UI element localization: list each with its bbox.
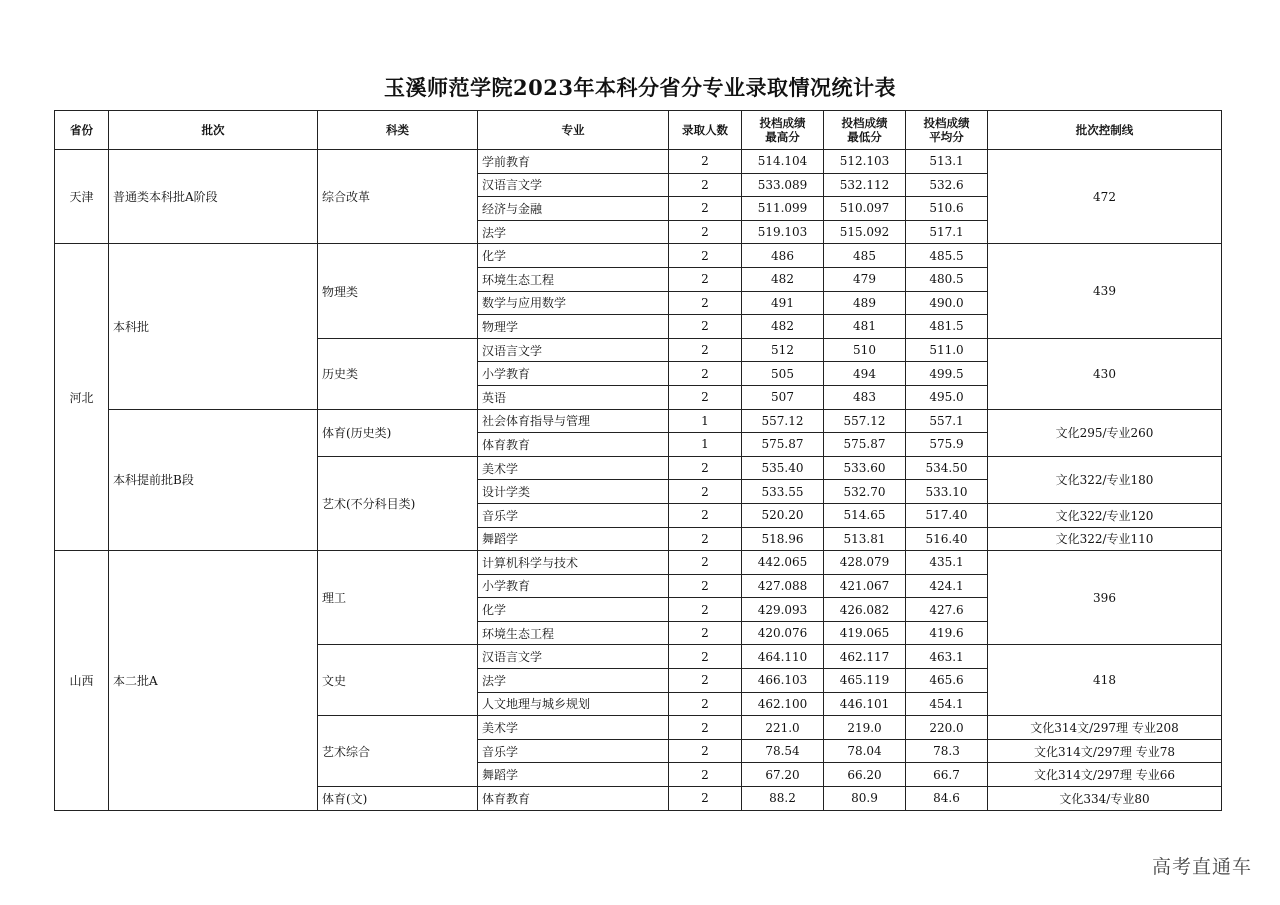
avg-score-cell: 463.1 bbox=[906, 645, 988, 669]
major-cell: 舞蹈学 bbox=[478, 527, 669, 551]
avg-score-cell: 220.0 bbox=[906, 716, 988, 740]
header-row bbox=[55, 111, 1222, 150]
count-cell: 2 bbox=[669, 291, 742, 315]
batch-cell: 本科提前批B段 bbox=[109, 409, 318, 551]
max-score-cell: 511.099 bbox=[742, 197, 824, 221]
major-cell: 物理学 bbox=[478, 315, 669, 339]
control-line-cell: 文化314文/297理 专业78 bbox=[988, 739, 1222, 763]
major-cell: 经济与金融 bbox=[478, 197, 669, 221]
max-score-cell: 429.093 bbox=[742, 598, 824, 622]
major-cell: 化学 bbox=[478, 244, 669, 268]
province-cell: 山西 bbox=[55, 551, 109, 811]
header-control-line: 批次控制线 bbox=[988, 111, 1222, 150]
min-score-cell: 557.12 bbox=[824, 409, 906, 433]
count-cell: 2 bbox=[669, 267, 742, 291]
count-cell: 2 bbox=[669, 621, 742, 645]
avg-score-cell: 480.5 bbox=[906, 267, 988, 291]
min-score-cell: 446.101 bbox=[824, 692, 906, 716]
count-cell: 1 bbox=[669, 433, 742, 457]
avg-score-cell: 419.6 bbox=[906, 621, 988, 645]
header-min-score: 投档成绩 最低分 bbox=[824, 111, 906, 150]
count-cell: 2 bbox=[669, 692, 742, 716]
category-cell: 体育(文) bbox=[318, 787, 478, 811]
header-count: 录取人数 bbox=[669, 111, 742, 150]
avg-score-cell: 454.1 bbox=[906, 692, 988, 716]
major-cell: 体育教育 bbox=[478, 787, 669, 811]
count-cell: 2 bbox=[669, 244, 742, 268]
min-score-cell: 483 bbox=[824, 385, 906, 409]
major-cell: 音乐学 bbox=[478, 739, 669, 763]
max-score-cell: 427.088 bbox=[742, 574, 824, 598]
min-score-cell: 426.082 bbox=[824, 598, 906, 622]
min-score-cell: 465.119 bbox=[824, 669, 906, 693]
max-score-cell: 88.2 bbox=[742, 787, 824, 811]
avg-score-cell: 481.5 bbox=[906, 315, 988, 339]
major-cell: 法学 bbox=[478, 220, 669, 244]
major-cell: 化学 bbox=[478, 598, 669, 622]
avg-score-cell: 557.1 bbox=[906, 409, 988, 433]
control-line-cell: 439 bbox=[988, 244, 1222, 338]
max-score-cell: 519.103 bbox=[742, 220, 824, 244]
max-score-cell: 514.104 bbox=[742, 150, 824, 174]
min-score-cell: 515.092 bbox=[824, 220, 906, 244]
major-cell: 汉语言文学 bbox=[478, 338, 669, 362]
min-score-cell: 532.70 bbox=[824, 480, 906, 504]
control-line-cell: 430 bbox=[988, 338, 1222, 409]
min-score-cell: 514.65 bbox=[824, 503, 906, 527]
category-cell: 艺术综合 bbox=[318, 716, 478, 787]
major-cell: 社会体育指导与管理 bbox=[478, 409, 669, 433]
count-cell: 2 bbox=[669, 456, 742, 480]
major-cell: 设计学类 bbox=[478, 480, 669, 504]
table-row bbox=[55, 409, 1222, 433]
max-score-cell: 462.100 bbox=[742, 692, 824, 716]
header-max-score: 投档成绩 最高分 bbox=[742, 111, 824, 150]
category-cell: 文史 bbox=[318, 645, 478, 716]
major-cell: 人文地理与城乡规划 bbox=[478, 692, 669, 716]
table-row bbox=[55, 150, 1222, 174]
table-row bbox=[55, 244, 1222, 268]
min-score-cell: 462.117 bbox=[824, 645, 906, 669]
major-cell: 环境生态工程 bbox=[478, 621, 669, 645]
max-score-cell: 420.076 bbox=[742, 621, 824, 645]
control-line-cell: 文化322/专业180 bbox=[988, 456, 1222, 503]
control-line-cell: 418 bbox=[988, 645, 1222, 716]
major-cell: 音乐学 bbox=[478, 503, 669, 527]
province-cell: 天津 bbox=[55, 150, 109, 244]
major-cell: 汉语言文学 bbox=[478, 645, 669, 669]
min-score-cell: 533.60 bbox=[824, 456, 906, 480]
watermark: 高考直通车 bbox=[1151, 856, 1252, 878]
avg-score-cell: 510.6 bbox=[906, 197, 988, 221]
max-score-cell: 464.110 bbox=[742, 645, 824, 669]
max-score-cell: 442.065 bbox=[742, 551, 824, 575]
major-cell: 学前教育 bbox=[478, 150, 669, 174]
control-line-cell: 472 bbox=[988, 150, 1222, 244]
major-cell: 舞蹈学 bbox=[478, 763, 669, 787]
control-line-cell: 文化322/专业110 bbox=[988, 527, 1222, 551]
major-cell: 法学 bbox=[478, 669, 669, 693]
max-score-cell: 78.54 bbox=[742, 739, 824, 763]
max-score-cell: 533.089 bbox=[742, 173, 824, 197]
min-score-cell: 532.112 bbox=[824, 173, 906, 197]
count-cell: 1 bbox=[669, 409, 742, 433]
count-cell: 2 bbox=[669, 220, 742, 244]
batch-cell: 普通类本科批A阶段 bbox=[109, 150, 318, 244]
min-score-cell: 510.097 bbox=[824, 197, 906, 221]
major-cell: 小学教育 bbox=[478, 574, 669, 598]
avg-score-cell: 575.9 bbox=[906, 433, 988, 457]
min-score-cell: 512.103 bbox=[824, 150, 906, 174]
count-cell: 2 bbox=[669, 763, 742, 787]
count-cell: 2 bbox=[669, 173, 742, 197]
max-score-cell: 535.40 bbox=[742, 456, 824, 480]
category-cell: 体育(历史类) bbox=[318, 409, 478, 456]
document-title: 玉溪师范学院2023年本科分省分专业录取情况统计表 bbox=[384, 75, 896, 100]
min-score-cell: 219.0 bbox=[824, 716, 906, 740]
count-cell: 2 bbox=[669, 551, 742, 575]
avg-score-cell: 485.5 bbox=[906, 244, 988, 268]
header-province: 省份 bbox=[55, 111, 109, 150]
avg-score-cell: 78.3 bbox=[906, 739, 988, 763]
avg-score-cell: 495.0 bbox=[906, 385, 988, 409]
min-score-cell: 575.87 bbox=[824, 433, 906, 457]
avg-score-cell: 435.1 bbox=[906, 551, 988, 575]
min-score-cell: 485 bbox=[824, 244, 906, 268]
major-cell: 环境生态工程 bbox=[478, 267, 669, 291]
major-cell: 英语 bbox=[478, 385, 669, 409]
min-score-cell: 428.079 bbox=[824, 551, 906, 575]
count-cell: 2 bbox=[669, 480, 742, 504]
control-line-cell: 文化314文/297理 专业208 bbox=[988, 716, 1222, 740]
avg-score-cell: 499.5 bbox=[906, 362, 988, 386]
max-score-cell: 507 bbox=[742, 385, 824, 409]
control-line-cell: 396 bbox=[988, 551, 1222, 645]
count-cell: 2 bbox=[669, 503, 742, 527]
control-line-cell: 文化295/专业260 bbox=[988, 409, 1222, 456]
province-cell: 河北 bbox=[55, 244, 109, 551]
header-avg-score: 投档成绩 平均分 bbox=[906, 111, 988, 150]
max-score-cell: 505 bbox=[742, 362, 824, 386]
avg-score-cell: 490.0 bbox=[906, 291, 988, 315]
batch-cell: 本二批A bbox=[109, 551, 318, 811]
min-score-cell: 479 bbox=[824, 267, 906, 291]
major-cell: 美术学 bbox=[478, 456, 669, 480]
count-cell: 2 bbox=[669, 669, 742, 693]
min-score-cell: 78.04 bbox=[824, 739, 906, 763]
max-score-cell: 482 bbox=[742, 315, 824, 339]
count-cell: 2 bbox=[669, 197, 742, 221]
category-cell: 理工 bbox=[318, 551, 478, 645]
avg-score-cell: 427.6 bbox=[906, 598, 988, 622]
avg-score-cell: 465.6 bbox=[906, 669, 988, 693]
min-score-cell: 513.81 bbox=[824, 527, 906, 551]
max-score-cell: 575.87 bbox=[742, 433, 824, 457]
category-cell: 艺术(不分科目类) bbox=[318, 456, 478, 550]
max-score-cell: 512 bbox=[742, 338, 824, 362]
max-score-cell: 67.20 bbox=[742, 763, 824, 787]
table-row bbox=[55, 551, 1222, 575]
count-cell: 2 bbox=[669, 645, 742, 669]
major-cell: 计算机科学与技术 bbox=[478, 551, 669, 575]
avg-score-cell: 533.10 bbox=[906, 480, 988, 504]
count-cell: 2 bbox=[669, 315, 742, 339]
min-score-cell: 510 bbox=[824, 338, 906, 362]
max-score-cell: 466.103 bbox=[742, 669, 824, 693]
max-score-cell: 486 bbox=[742, 244, 824, 268]
min-score-cell: 66.20 bbox=[824, 763, 906, 787]
major-cell: 美术学 bbox=[478, 716, 669, 740]
avg-score-cell: 84.6 bbox=[906, 787, 988, 811]
max-score-cell: 491 bbox=[742, 291, 824, 315]
control-line-cell: 文化322/专业120 bbox=[988, 503, 1222, 527]
avg-score-cell: 532.6 bbox=[906, 173, 988, 197]
count-cell: 2 bbox=[669, 150, 742, 174]
min-score-cell: 80.9 bbox=[824, 787, 906, 811]
count-cell: 2 bbox=[669, 385, 742, 409]
min-score-cell: 419.065 bbox=[824, 621, 906, 645]
min-score-cell: 421.067 bbox=[824, 574, 906, 598]
header-category: 科类 bbox=[318, 111, 478, 150]
avg-score-cell: 517.1 bbox=[906, 220, 988, 244]
count-cell: 2 bbox=[669, 338, 742, 362]
header-batch: 批次 bbox=[109, 111, 318, 150]
avg-score-cell: 517.40 bbox=[906, 503, 988, 527]
major-cell: 小学教育 bbox=[478, 362, 669, 386]
count-cell: 2 bbox=[669, 598, 742, 622]
major-cell: 数学与应用数学 bbox=[478, 291, 669, 315]
min-score-cell: 494 bbox=[824, 362, 906, 386]
category-cell: 综合改革 bbox=[318, 150, 478, 244]
category-cell: 历史类 bbox=[318, 338, 478, 409]
max-score-cell: 221.0 bbox=[742, 716, 824, 740]
admission-table bbox=[54, 110, 1222, 811]
min-score-cell: 489 bbox=[824, 291, 906, 315]
category-cell: 物理类 bbox=[318, 244, 478, 338]
count-cell: 2 bbox=[669, 739, 742, 763]
max-score-cell: 557.12 bbox=[742, 409, 824, 433]
avg-score-cell: 511.0 bbox=[906, 338, 988, 362]
control-line-cell: 文化334/专业80 bbox=[988, 787, 1222, 811]
avg-score-cell: 66.7 bbox=[906, 763, 988, 787]
header-major: 专业 bbox=[478, 111, 669, 150]
max-score-cell: 533.55 bbox=[742, 480, 824, 504]
count-cell: 2 bbox=[669, 574, 742, 598]
control-line-cell: 文化314文/297理 专业66 bbox=[988, 763, 1222, 787]
count-cell: 2 bbox=[669, 362, 742, 386]
avg-score-cell: 534.50 bbox=[906, 456, 988, 480]
avg-score-cell: 513.1 bbox=[906, 150, 988, 174]
avg-score-cell: 516.40 bbox=[906, 527, 988, 551]
count-cell: 2 bbox=[669, 527, 742, 551]
major-cell: 汉语言文学 bbox=[478, 173, 669, 197]
max-score-cell: 518.96 bbox=[742, 527, 824, 551]
major-cell: 体育教育 bbox=[478, 433, 669, 457]
count-cell: 2 bbox=[669, 716, 742, 740]
count-cell: 2 bbox=[669, 787, 742, 811]
avg-score-cell: 424.1 bbox=[906, 574, 988, 598]
max-score-cell: 482 bbox=[742, 267, 824, 291]
max-score-cell: 520.20 bbox=[742, 503, 824, 527]
batch-cell: 本科批 bbox=[109, 244, 318, 409]
min-score-cell: 481 bbox=[824, 315, 906, 339]
